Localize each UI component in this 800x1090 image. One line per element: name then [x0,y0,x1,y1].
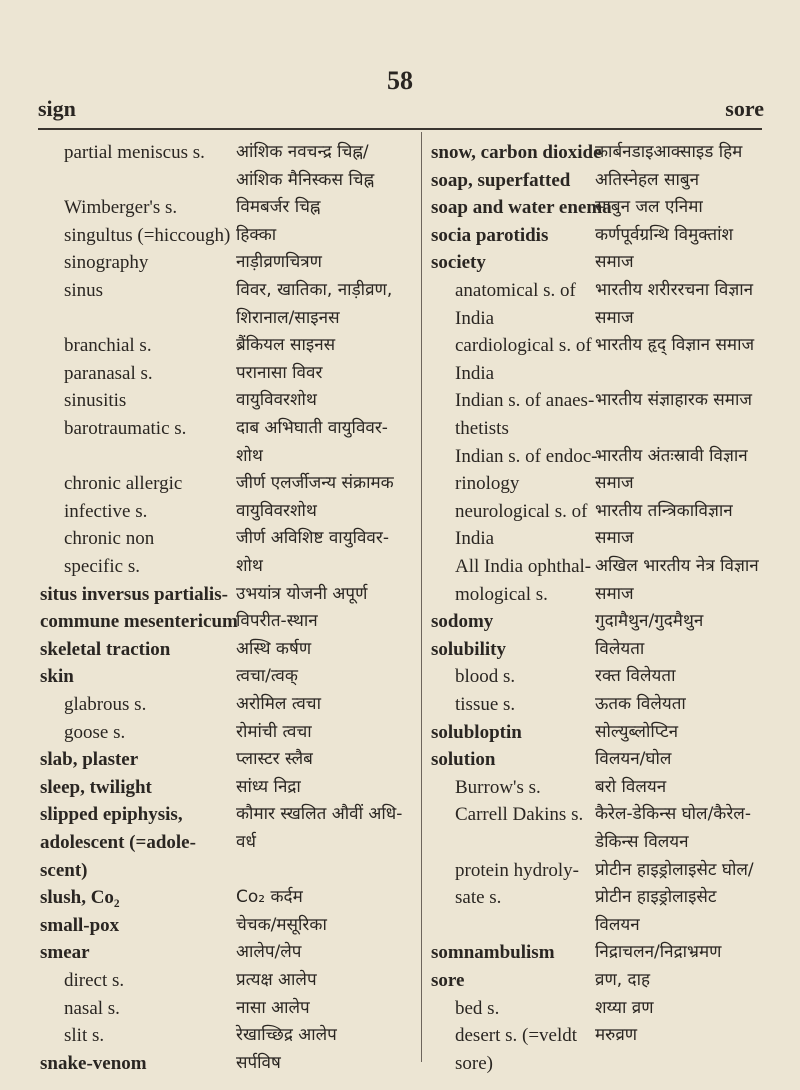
entry-term: skin [40,666,74,688]
entry-translation: अतिस्नेहल साबुन [595,169,700,190]
entry-term: solubloptin [431,721,522,743]
entry-translation: शय्या व्रण [595,997,654,1018]
entry-translation: भारतीय हृद् विज्ञान समाज [595,335,755,356]
entry-translation: बरो विलयन [595,776,667,797]
entry-term: desert s. (=veldt [455,1025,578,1047]
entry-term: protein hydroly- [455,859,580,881]
entry-term: India [455,528,495,550]
entry-translation: कौमार स्खलित औवीं अधि- [236,804,403,825]
entry-term: slab, plaster [40,749,139,771]
entry-translation: साबुन जल एनिमा [595,197,703,218]
entry-translation: अखिल भारतीय नेत्र विज्ञान [595,556,759,576]
entry-term: adolescent (=adole- [40,832,196,853]
entry-translation: समाज [595,583,634,604]
entry-term: Burrow's s. [455,776,541,798]
entry-term: sinus [64,280,104,301]
entry-translation: सांध्य निद्रा [236,776,301,797]
entry-translation: समाज [595,252,634,273]
entry-term: Indian s. of endoc- [455,445,598,467]
entry-term: chronic allergic [64,473,183,495]
entry-term: smear [40,942,90,964]
entry-translation: विपरीत-स्थान [236,611,318,632]
entry-translation: विलयन [595,914,640,935]
entry-term: slipped epiphysis, [40,804,183,826]
entry-translation: Co₂ कर्दम [236,887,303,908]
entry-term: Indian s. of anaes- [455,390,595,412]
entry-term: sore) [455,1052,493,1074]
entry-translation: कैरेल-डेकिन्स घोल/कैरेल- [595,804,751,825]
entry-term: tissue s. [455,694,516,715]
entry-term: scent) [40,859,88,881]
entry-term: Wimberger's s. [64,197,178,219]
entry-term: neurological s. of [455,500,588,522]
entry-term: bed s. [455,997,500,1019]
entry-translation: प्रत्यक्ष आलेप [236,970,317,990]
header-rule [38,128,762,130]
entry-translation: व्रण, दाह [595,970,651,990]
guide-word-left: sign [38,96,76,121]
entry-translation: कर्णपूर्वग्रन्थि विमुक्तांश [595,224,734,245]
entry-translation: रेखाच्छिद्र आलेप [236,1025,337,1046]
entry-translation: वर्ध [236,832,256,852]
entry-term: chronic non [64,528,155,550]
entry-translation: उभयांत्र योजनी अपूर्ण [236,583,368,604]
entry-translation: चेचक/मसूरिका [236,914,327,935]
entry-term: snow, carbon dioxide [431,142,602,163]
entry-translation: विमबर्जर चिह्न [236,197,321,218]
entry-translation: भारतीय शरीररचना विज्ञान [595,280,754,300]
entry-translation: भारतीय तन्त्रिकाविज्ञान [595,500,733,521]
entry-translation: परानासा विवर [236,362,323,383]
entry-term: infective s. [64,500,148,522]
entry-translation: डेकिन्स विलयन [595,832,689,852]
entry-term: blood s. [455,666,516,688]
entry-translation: प्रोटीन हाइड्रोलाइसेट [595,887,717,908]
entry-term: sinography [64,252,149,274]
entry-translation: समाज [595,473,634,494]
entry-term: soap, superfatted [431,169,571,191]
entry-term: soap and water enema [431,197,612,219]
entry-term: somnambulism [431,942,555,964]
entry-term: mological s. [455,583,548,605]
entry-term: solution [431,749,496,771]
entry-term: anatomical s. of [455,280,576,301]
entry-translation: कार्बनडाइआक्साइड हिम [595,142,743,162]
entry-term: All India ophthal- [455,556,592,577]
entry-translation: गुदामैथुन/गुदमैथुन [595,611,704,632]
dictionary-entry [0,1047,800,1080]
page-number: 58 [387,66,413,95]
entry-translation: जीर्ण एलर्जीजन्य संक्रामक [236,473,394,494]
entry-translation: नासा आलेप [236,997,310,1018]
entry-translation: प्रोटीन हाइड्रोलाइसेट घोल/ [595,859,754,880]
entry-translation: रक्त विलेयता [595,666,676,687]
entry-translation: ब्रैंकियल साइनस [236,335,336,356]
entry-term: skeletal traction [40,638,171,660]
entry-term: slit s. [64,1025,105,1047]
entry-translation: शोथ [236,445,263,466]
entry-term: India [455,307,495,329]
entry-translation: रोमांची त्वचा [236,721,312,742]
entry-translation: वायुविवरशोथ [236,500,317,521]
entry-term: situs inversus partialis- [40,583,228,605]
entry-translation: आलेप/लेप [236,942,302,963]
entry-term: branchial s. [64,335,152,357]
entry-term: thetists [455,418,509,439]
entry-term: sinusitis [64,390,127,412]
entry-term: sate s. [455,887,502,909]
entry-term: socia parotidis [431,224,549,246]
entry-translation: त्वचा/त्वक् [236,666,298,687]
entry-translation: वायुविवरशोथ [236,390,317,411]
entry-translation: अस्थि कर्षण [236,638,312,659]
entry-translation: शोथ [236,556,263,576]
entry-term: society [431,252,486,274]
entry-term: sodomy [431,611,494,633]
entry-translation: जीर्ण अविशिष्ट वायुविवर- [236,528,389,549]
entry-term: cardiological s. of [455,335,592,357]
entry-term: barotraumatic s. [64,418,187,439]
entry-term: sore [431,970,465,991]
entry-term: nasal s. [64,997,120,1019]
entry-term: small-pox [40,914,120,936]
entry-term: specific s. [64,556,140,577]
entry-translation: सोल्युब्लोप्टिन [595,721,679,742]
entry-term: direct s. [64,970,125,991]
entry-term: singultus (=hiccough) [64,224,231,246]
entry-term: glabrous s. [64,694,147,715]
entry-translation: विलयन/घोल [595,749,672,770]
entry-translation: ऊतक विलेयता [595,694,686,714]
entry-term: rinology [455,473,520,495]
entry-term: Carrell Dakins s. [455,804,584,826]
entry-translation: मरुव्रण [595,1025,638,1046]
entry-term: India [455,362,495,384]
entry-term: goose s. [64,721,126,743]
entry-translation: समाज [595,307,634,328]
entry-term: commune mesentericum [40,611,238,633]
entry-translation: हिक्का [236,224,277,245]
entry-translation: भारतीय संज्ञाहारक समाज [595,390,752,411]
entry-translation: शिरानाल/साइनस [236,307,340,328]
entry-term: sleep, twilight [40,776,152,798]
entry-translation: भारतीय अंतःस्रावी विज्ञान [595,445,748,466]
entry-translation: दाब अभिघाती वायुविवर- [236,418,388,438]
entry-term: snake-venom [40,1052,147,1074]
entry-term: paranasal s. [64,362,153,384]
entry-translation: विवर, खातिका, नाड़ीव्रण, [236,280,393,300]
entry-translation: विलेयता [595,638,645,659]
guide-word-right: sore [725,96,764,121]
entry-translation: अरोमिल त्वचा [236,694,321,714]
entry-translation: सर्पविष [236,1052,281,1073]
entry-translation: निद्राचलन/निद्राभ्रमण [595,942,722,963]
entry-translation: आंशिक मैनिस्कस चिह्न [236,169,375,190]
entry-term: slush, Co₂ [40,887,120,909]
entry-translation: नाड़ीव्रणचित्रण [236,252,322,273]
entry-term: partial meniscus s. [64,142,205,163]
entry-translation: प्लास्टर स्लैब [236,749,313,770]
entry-translation: समाज [595,528,634,549]
entry-translation: आंशिक नवचन्द्र चिह्न/ [236,142,369,162]
entry-term: solubility [431,638,506,660]
